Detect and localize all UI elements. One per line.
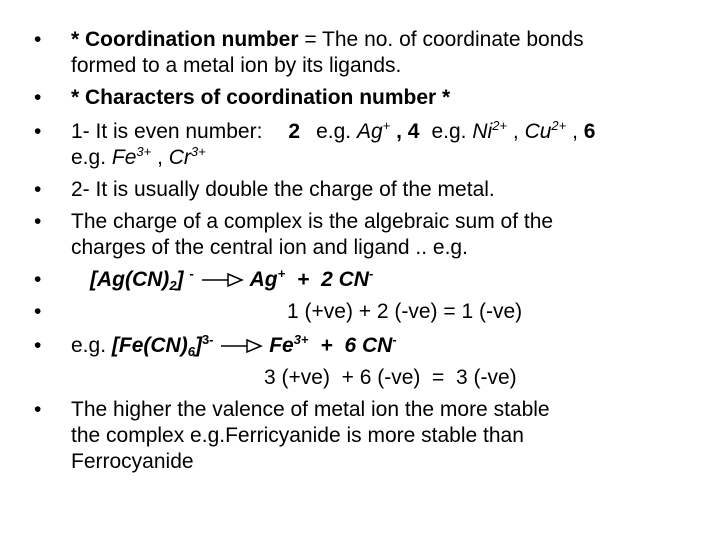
product-ag-charge: + — [277, 266, 286, 281]
bullet-dot-icon: • — [34, 178, 42, 201]
bullet-dot-icon: • — [34, 210, 42, 233]
complex-fe-formula: [Fe(CN) — [111, 334, 188, 357]
bullet-complex-charge: The charge of a complex is the algebraic sum of the — [71, 210, 554, 233]
term-label: * Coordination number — [71, 28, 299, 51]
bullet-dot-icon: • — [34, 28, 42, 51]
bullet-dot-icon: • — [34, 300, 42, 323]
bullet-continuation: the complex e.g.Ferricyanide is more stable than — [71, 424, 524, 447]
bullet-stability: The higher the valence of metal ion the more stable — [71, 398, 550, 421]
bullet-dot-icon: • — [34, 334, 42, 357]
eg-label: e.g. — [71, 334, 107, 357]
separator: , — [157, 146, 163, 169]
hollow-arrow-icon — [200, 272, 244, 288]
ion-cr: Cr — [168, 146, 191, 169]
equation-ag-complex — [90, 268, 373, 292]
bullet-continuation: charges of the central ion and ligand .. e.g. — [71, 236, 468, 259]
complex-fe-bracket: ] — [194, 334, 202, 357]
charge-calc-ag: 1 (+ve) + 2 (-ve) = 1 (-ve) — [287, 300, 523, 323]
bullet-double-charge: 2- It is usually double the charge of the metal. — [71, 178, 495, 201]
ion-ni: Ni — [472, 120, 493, 143]
product-cn: 2 CN — [321, 268, 369, 291]
complex-ag-bracket: ] — [176, 268, 184, 291]
bullet-dot-icon: • — [34, 86, 42, 109]
coord-number-2: 2 — [288, 120, 301, 143]
plus-sign: + — [297, 268, 310, 291]
ion-cr-charge: 3+ — [190, 144, 206, 159]
complex-fe-charge: 3- — [201, 332, 214, 347]
coord-number-4: 4 — [407, 120, 420, 143]
equation-fe-complex — [71, 334, 397, 358]
ion-cu-charge: 2+ — [551, 118, 567, 133]
complex-ag-formula: [Ag(CN) — [90, 268, 170, 291]
product-ag: Ag — [249, 268, 278, 291]
ion-cu: Cu — [524, 120, 552, 143]
ion-ni-charge: 2+ — [492, 118, 508, 133]
bullet-continuation — [71, 146, 206, 170]
hollow-arrow-icon — [219, 338, 263, 354]
bullet-continuation — [71, 54, 401, 78]
plus-sign: + — [320, 334, 333, 357]
even-number-lead: 1- It is even number: — [71, 120, 263, 143]
definition-continuation: formed to a metal ion by its ligands. — [71, 54, 402, 77]
bullet-dot-icon: • — [34, 120, 42, 143]
coord-number-6: 6 — [583, 120, 596, 143]
term-definition: = The no. of coordinate bonds — [298, 28, 584, 51]
bullet-characters-heading: * Characters of coordination number * — [71, 86, 451, 109]
bullet-continuation: Ferrocyanide — [71, 450, 194, 473]
product-cn-charge: - — [368, 266, 374, 281]
complex-fe-subscript: 6 — [187, 344, 195, 359]
bullet-dot-icon: • — [34, 398, 42, 421]
ion-fe: Fe — [111, 146, 137, 169]
bullet-even-number — [71, 120, 595, 144]
separator: , — [572, 120, 578, 143]
separator: , — [396, 120, 402, 143]
eg-label: e.g. — [316, 120, 352, 143]
product-cn: 6 CN — [344, 334, 393, 357]
product-fe-charge: 3+ — [293, 332, 309, 347]
bullet-dot-icon: • — [34, 268, 42, 291]
ion-ag: Ag — [356, 120, 383, 143]
complex-ag-charge: - — [189, 266, 194, 281]
bullet-coordination-number — [71, 28, 584, 52]
complex-ag-subscript: 2 — [169, 278, 177, 293]
product-fe: Fe — [269, 334, 294, 357]
eg-label: e.g. — [431, 120, 467, 143]
ion-ag-charge: + — [382, 118, 391, 133]
product-cn-charge: - — [392, 332, 397, 347]
eg-label: e.g. — [71, 146, 107, 169]
charge-calc-fe: 3 (+ve) + 6 (-ve) = 3 (-ve) — [264, 366, 517, 389]
ion-fe-charge: 3+ — [136, 144, 152, 159]
separator: , — [512, 120, 519, 143]
